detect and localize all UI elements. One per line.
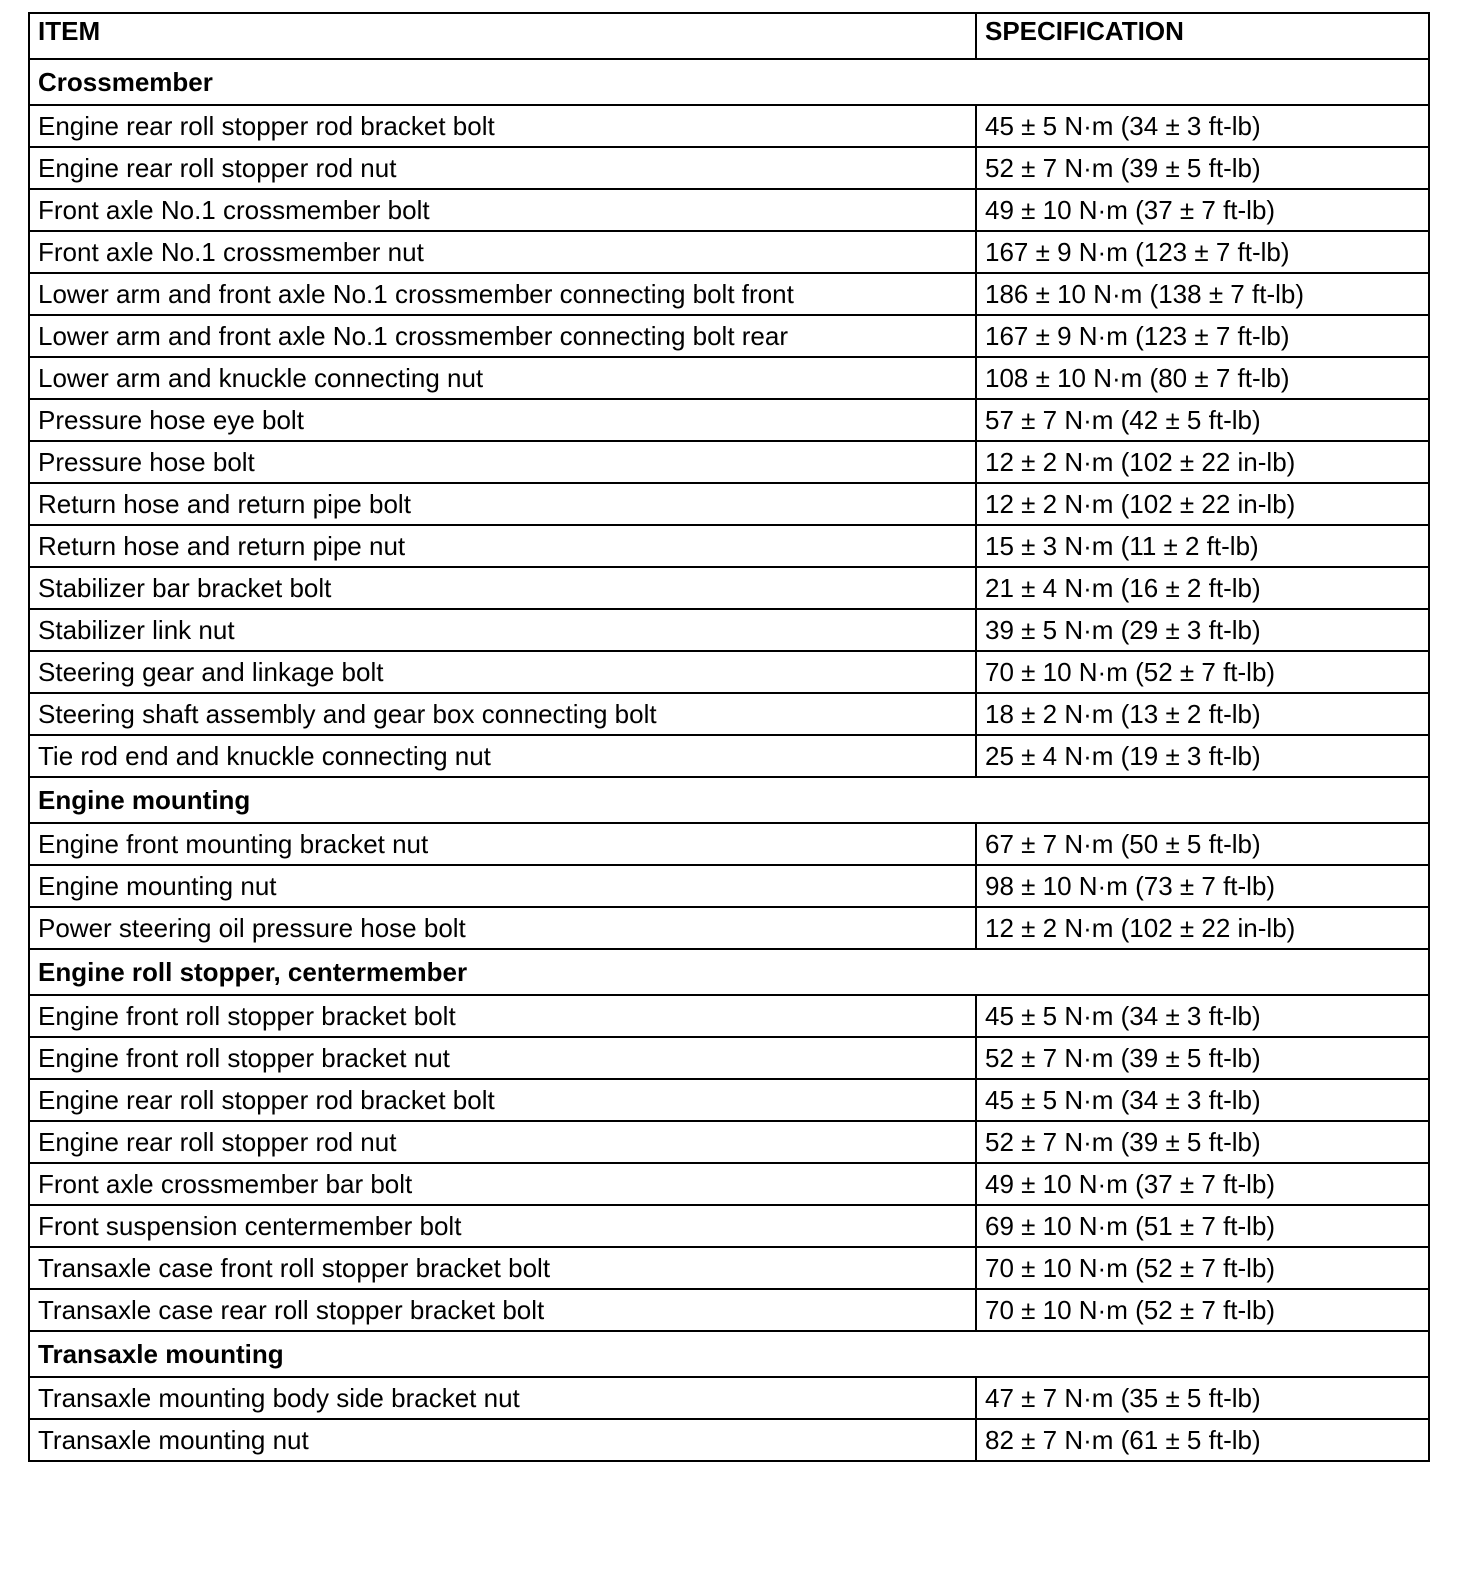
specification-cell: 98 ± 10 N·m (73 ± 7 ft-lb) <box>976 865 1429 907</box>
specification-cell: 70 ± 10 N·m (52 ± 7 ft-lb) <box>976 1289 1429 1331</box>
table-row <box>29 1247 1429 1289</box>
item-cell: Power steering oil pressure hose bolt <box>29 907 976 949</box>
table-row <box>29 567 1429 609</box>
specification-cell: 70 ± 10 N·m (52 ± 7 ft-lb) <box>976 1247 1429 1289</box>
specification-cell: 12 ± 2 N·m (102 ± 22 in-lb) <box>976 483 1429 525</box>
table-row <box>29 735 1429 777</box>
table-row <box>29 399 1429 441</box>
item-cell: Pressure hose bolt <box>29 441 976 483</box>
specification-cell: 18 ± 2 N·m (13 ± 2 ft-lb) <box>976 693 1429 735</box>
table-row <box>29 441 1429 483</box>
specification-cell: 167 ± 9 N·m (123 ± 7 ft-lb) <box>976 231 1429 273</box>
section-title: Engine mounting <box>29 777 1429 823</box>
specification-cell: 15 ± 3 N·m (11 ± 2 ft-lb) <box>976 525 1429 567</box>
item-cell: Engine front mounting bracket nut <box>29 823 976 865</box>
item-cell: Engine mounting nut <box>29 865 976 907</box>
table-row <box>29 189 1429 231</box>
specification-cell: 108 ± 10 N·m (80 ± 7 ft-lb) <box>976 357 1429 399</box>
specification-cell: 57 ± 7 N·m (42 ± 5 ft-lb) <box>976 399 1429 441</box>
specification-cell: 12 ± 2 N·m (102 ± 22 in-lb) <box>976 441 1429 483</box>
item-cell: Transaxle case front roll stopper bracket bolt <box>29 1247 976 1289</box>
table-row <box>29 147 1429 189</box>
table-row <box>29 357 1429 399</box>
item-cell: Tie rod end and knuckle connecting nut <box>29 735 976 777</box>
specification-cell: 21 ± 4 N·m (16 ± 2 ft-lb) <box>976 567 1429 609</box>
table-row <box>29 1377 1429 1419</box>
section-header-row <box>29 1331 1429 1377</box>
table-row <box>29 995 1429 1037</box>
item-cell: Lower arm and front axle No.1 crossmember connecting bolt front <box>29 273 976 315</box>
item-cell: Stabilizer link nut <box>29 609 976 651</box>
item-cell: Transaxle case rear roll stopper bracket bolt <box>29 1289 976 1331</box>
table-row <box>29 483 1429 525</box>
item-cell: Engine rear roll stopper rod bracket bolt <box>29 1079 976 1121</box>
item-cell: Engine rear roll stopper rod bracket bolt <box>29 105 976 147</box>
section-title: Engine roll stopper, centermember <box>29 949 1429 995</box>
table-row <box>29 1121 1429 1163</box>
specification-cell: 12 ± 2 N·m (102 ± 22 in-lb) <box>976 907 1429 949</box>
section-title: Transaxle mounting <box>29 1331 1429 1377</box>
item-cell: Front axle No.1 crossmember bolt <box>29 189 976 231</box>
item-cell: Transaxle mounting body side bracket nut <box>29 1377 976 1419</box>
specification-cell: 25 ± 4 N·m (19 ± 3 ft-lb) <box>976 735 1429 777</box>
item-cell: Pressure hose eye bolt <box>29 399 976 441</box>
item-cell: Front axle crossmember bar bolt <box>29 1163 976 1205</box>
specification-cell: 67 ± 7 N·m (50 ± 5 ft-lb) <box>976 823 1429 865</box>
header-specification: SPECIFICATION <box>976 13 1429 59</box>
table-row <box>29 1419 1429 1461</box>
table-row <box>29 1163 1429 1205</box>
table-row <box>29 231 1429 273</box>
item-cell: Engine front roll stopper bracket bolt <box>29 995 976 1037</box>
specification-cell: 45 ± 5 N·m (34 ± 3 ft-lb) <box>976 1079 1429 1121</box>
specification-cell: 82 ± 7 N·m (61 ± 5 ft-lb) <box>976 1419 1429 1461</box>
table-row <box>29 315 1429 357</box>
table-row <box>29 609 1429 651</box>
table-row <box>29 907 1429 949</box>
specification-cell: 52 ± 7 N·m (39 ± 5 ft-lb) <box>976 147 1429 189</box>
item-cell: Return hose and return pipe bolt <box>29 483 976 525</box>
specification-cell: 49 ± 10 N·m (37 ± 7 ft-lb) <box>976 1163 1429 1205</box>
specification-cell: 186 ± 10 N·m (138 ± 7 ft-lb) <box>976 273 1429 315</box>
table-row <box>29 1205 1429 1247</box>
specification-cell: 167 ± 9 N·m (123 ± 7 ft-lb) <box>976 315 1429 357</box>
table-row <box>29 273 1429 315</box>
table-row <box>29 865 1429 907</box>
item-cell: Return hose and return pipe nut <box>29 525 976 567</box>
specification-cell: 70 ± 10 N·m (52 ± 7 ft-lb) <box>976 651 1429 693</box>
specification-cell: 45 ± 5 N·m (34 ± 3 ft-lb) <box>976 105 1429 147</box>
item-cell: Stabilizer bar bracket bolt <box>29 567 976 609</box>
table-row <box>29 1289 1429 1331</box>
item-cell: Engine rear roll stopper rod nut <box>29 147 976 189</box>
table-row <box>29 525 1429 567</box>
table-row <box>29 823 1429 865</box>
header-row <box>29 13 1429 59</box>
item-cell: Front suspension centermember bolt <box>29 1205 976 1247</box>
section-header-row <box>29 949 1429 995</box>
section-header-row <box>29 777 1429 823</box>
item-cell: Transaxle mounting nut <box>29 1419 976 1461</box>
item-cell: Lower arm and front axle No.1 crossmember connecting bolt rear <box>29 315 976 357</box>
table-row <box>29 651 1429 693</box>
table-row <box>29 693 1429 735</box>
section-header-row <box>29 59 1429 105</box>
table-row <box>29 105 1429 147</box>
section-title: Crossmember <box>29 59 1429 105</box>
table-row <box>29 1037 1429 1079</box>
item-cell: Lower arm and knuckle connecting nut <box>29 357 976 399</box>
item-cell: Engine front roll stopper bracket nut <box>29 1037 976 1079</box>
specification-cell: 69 ± 10 N·m (51 ± 7 ft-lb) <box>976 1205 1429 1247</box>
table-row <box>29 1079 1429 1121</box>
item-cell: Engine rear roll stopper rod nut <box>29 1121 976 1163</box>
specification-cell: 47 ± 7 N·m (35 ± 5 ft-lb) <box>976 1377 1429 1419</box>
torque-spec-table <box>28 12 1430 1462</box>
table-body <box>29 59 1429 1461</box>
item-cell: Front axle No.1 crossmember nut <box>29 231 976 273</box>
specification-cell: 49 ± 10 N·m (37 ± 7 ft-lb) <box>976 189 1429 231</box>
item-cell: Steering shaft assembly and gear box connecting bolt <box>29 693 976 735</box>
specification-cell: 52 ± 7 N·m (39 ± 5 ft-lb) <box>976 1037 1429 1079</box>
specification-cell: 52 ± 7 N·m (39 ± 5 ft-lb) <box>976 1121 1429 1163</box>
header-item: ITEM <box>29 13 976 59</box>
item-cell: Steering gear and linkage bolt <box>29 651 976 693</box>
specification-cell: 45 ± 5 N·m (34 ± 3 ft-lb) <box>976 995 1429 1037</box>
specification-cell: 39 ± 5 N·m (29 ± 3 ft-lb) <box>976 609 1429 651</box>
